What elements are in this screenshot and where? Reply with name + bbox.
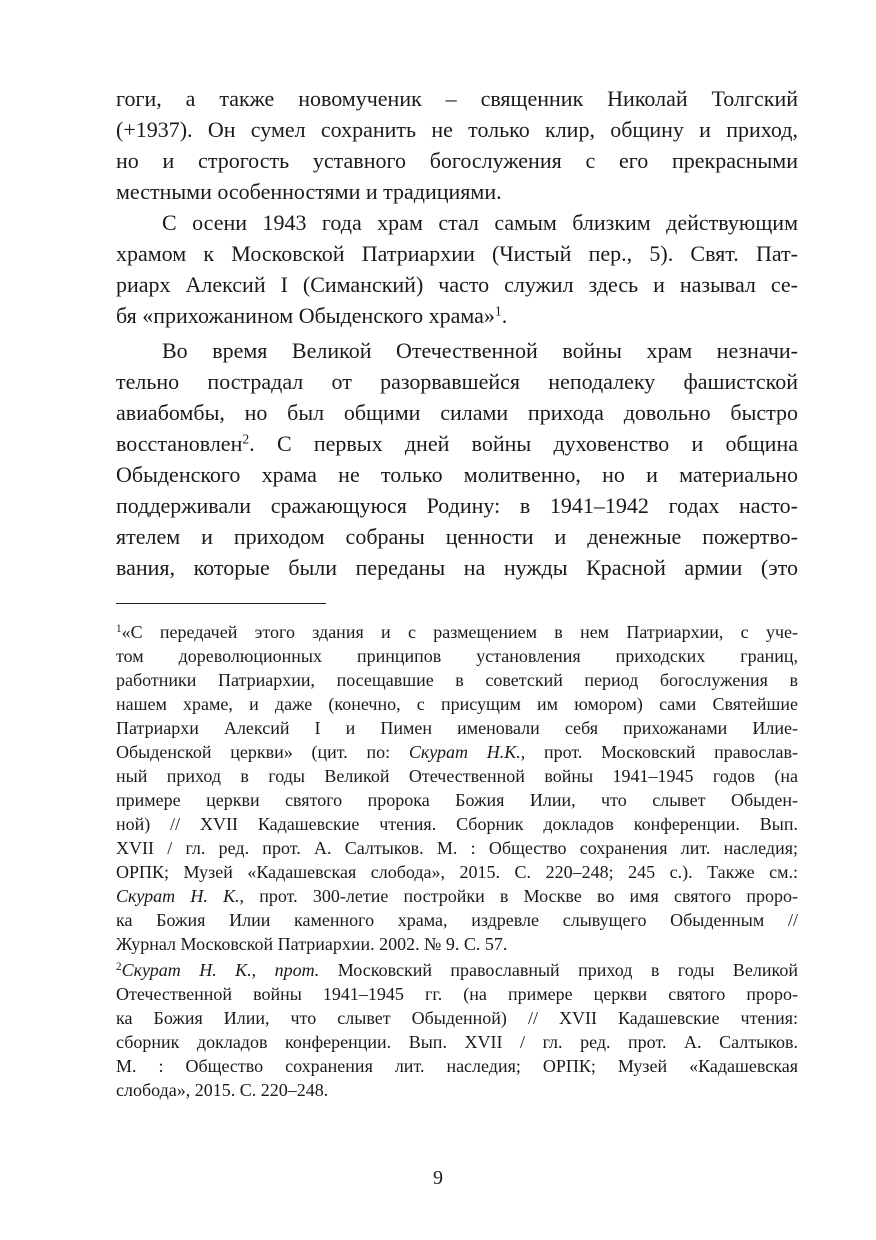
footnote-line: ка Божия Илии каменного храма, издревле слывущего Обыденным // <box>116 910 798 930</box>
footnote-line: ОРПК; Музей «Кадашевская слобода», 2015. С. 220–248; 245 с.). Также см.: <box>116 862 798 882</box>
footnote-line: XVII / гл. ред. прот. А. Салтыков. М. : Общество сохранения лит. наследия; <box>116 838 798 858</box>
footnote-line: нашем храме, и даже (конечно, с присущим им юмором) сами Святейшие <box>116 694 798 714</box>
footnote-line: ной) // XVII Кадашевские чтения. Сборник докладов конференции. Вып. <box>116 814 798 834</box>
footnote-divider <box>116 603 326 604</box>
footnote-line: слобода», 2015. С. 220–248. <box>116 1080 329 1100</box>
footnote-line: $^1$«С передачей этого здания и с размещением в нем Патриархии, с уче- <box>116 622 798 642</box>
text-line: гоги, а также новомученик – священник Николай Толгский <box>116 86 798 111</box>
footnote-line: Скурат Н. К., прот. 300-летие постройки в Москве во имя святого проро- <box>116 886 798 906</box>
footnote-ref[interactable]: 2 <box>242 431 250 447</box>
text-fragment: бя «прихожанином Обыденского храма» <box>116 303 495 328</box>
text-line: риарх Алексий I (Симанский) часто служил здесь и называл се- <box>116 272 798 297</box>
text-line: Во время Великой Отечественной войны храм незначи- <box>162 338 798 363</box>
text-line: поддерживали сражающуюся Родину: в 1941–1942 годах насто- <box>116 493 798 518</box>
text-line: храмом к Московской Патриархии (Чистый пер., 5). Свят. Пат- <box>116 241 798 266</box>
footnote-line: примере церкви святого пророка Божия Илии, что слывет Обыден- <box>116 790 798 810</box>
footnote-ref[interactable]: 1 <box>494 303 502 319</box>
footnote-line: Отечественной войны 1941–1945 гг. (на примере церкви святого проро- <box>116 984 798 1004</box>
text-line: авиабомбы, но был общими силами прихода довольно быстро <box>116 400 798 425</box>
footnote-line: Патриархи Алексий I и Пимен именовали себя прихожанами Илие- <box>116 718 798 738</box>
footnote-line: сборник докладов конференции. Вып. XVII / гл. ред. прот. А. Салтыков. <box>116 1032 798 1052</box>
footnote-line: работники Патриархии, посещавшие в советский период богослужения в <box>116 670 798 690</box>
text-line: но и строгость уставного богослужения с его прекрасными <box>116 148 798 173</box>
footnote-line: $^2$Скурат Н. К., прот. Московский православный приход в годы Великой <box>116 960 798 980</box>
text-line: Обыденского храма не только молитвенно, но и материально <box>116 462 798 487</box>
footnote-line: Обыденской церкви» (цит. по: Скурат Н.К., прот. Московский православ- <box>116 742 798 762</box>
footnote-mark: 2 <box>116 960 122 973</box>
text-line: тельно пострадал от разорвавшейся неподалеку фашистской <box>116 369 798 394</box>
footnote-mark: 1 <box>116 622 122 635</box>
text-line: местными особенностями и традициями. <box>116 179 502 204</box>
footnote-line: М. : Общество сохранения лит. наследия; ОРПК; Музей «Кадашевская <box>116 1056 798 1076</box>
footnote-line: ный приход в годы Великой Отечественной войны 1941–1945 годов (на <box>116 766 798 786</box>
footnote-line: Журнал Московской Патриархии. 2002. № 9. С. 57. <box>116 934 508 954</box>
text-line: С осени 1943 года храм стал самым близким действующим <box>162 210 798 235</box>
text-line: бя «прихожанином Обыденского храма»$^1$. <box>116 303 508 328</box>
text-line: ятелем и приходом собраны ценности и денежные пожертво- <box>116 524 798 549</box>
text-line <box>116 428 798 459</box>
text-line: (+1937). Он сумел сохранить не только клир, общину и приход, <box>116 117 798 142</box>
page-number: 9 <box>433 1167 443 1189</box>
text-fragment: восстановлен <box>116 431 243 456</box>
text-line: вания, которые были переданы на нужды Красной армии (это <box>116 555 798 580</box>
footnote-line: ка Божия Илии, что слывет Обыденной) // XVII Кадашевские чтения: <box>116 1008 798 1028</box>
text-fragment: . С первых дней войны духовенство и община <box>249 431 798 456</box>
footnote-line: том дореволюционных принципов установления приходских границ, <box>116 646 798 666</box>
